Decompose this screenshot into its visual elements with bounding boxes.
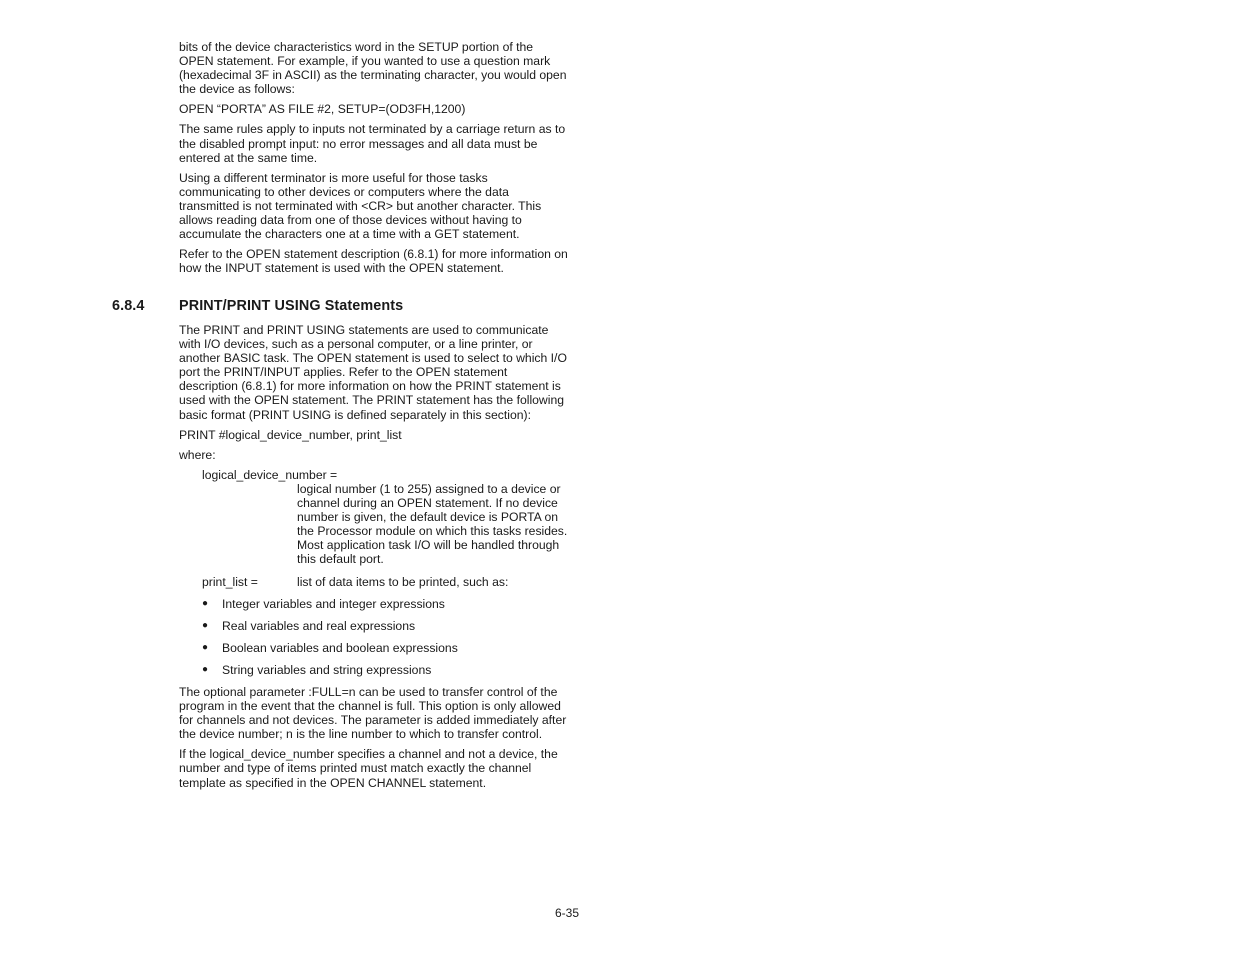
list-item: ● Boolean variables and boolean expressions (179, 641, 569, 655)
print-code-example: PRINT #logical_device_number, print_list (179, 427, 402, 442)
page-number: 6-35 (555, 906, 580, 920)
bullet-icon: ● (202, 597, 209, 609)
section-paragraph-2: The optional parameter :FULL=n can be used to transfer control of the program in the event that the channel is full. This option is only allowed for channels and not devices. The parameter is added immediately after the device number; n is the line number to which to transfer control. (179, 684, 567, 742)
section-number: 6.8.4 (112, 298, 145, 314)
intro-paragraph-1: bits of the device characteristics word in the SETUP portion of the OPEN statement. For example, if you wanted to use a question mark (hexadecimal 3F in ASCII) as the terminating character, you would open the device as follows: (179, 40, 567, 97)
section-title: PRINT/PRINT USING Statements (179, 298, 404, 314)
definition-term-print-list: print_list = (202, 574, 258, 589)
section-body (179, 323, 569, 796)
data-items-list (179, 597, 569, 677)
section-paragraph-1: The PRINT and PRINT USING statements are used to communicate with I/O devices, such as a personal computer, or a line printer, or another BASIC task. The OPEN statement is used to select to which I/O port the PRINT/INPUT applies. Refer to the OPEN statement description (6.8.1) for more information on how the PRINT statement is used with the OPEN statement. The PRINT statement has the following basic format (PRINT USING is defined separately in this section): (179, 323, 567, 422)
section-heading (112, 298, 403, 314)
where-label: where: (179, 447, 216, 462)
intro-text-block (179, 40, 569, 281)
definition-body-print-list: list of data items to be printed, such as: (297, 574, 509, 589)
intro-paragraph-4: Refer to the OPEN statement description (6.8.1) for more information on how the INPUT statement is used with the OPEN statement. (179, 247, 568, 276)
intro-paragraph-2: The same rules apply to inputs not terminated by a carriage return as to the disabled prompt input: no error messages and all data must be entered at the same time. (179, 122, 566, 165)
intro-paragraph-3: Using a different terminator is more useful for those tasks communicating to other devices or computers where the data transmitted is not terminated with <CR> but another character. This allows reading data from one of those devices without having to accumulate the characters one at a time with a GET statement. (179, 170, 542, 242)
list-item: ● String variables and string expressions (179, 663, 569, 677)
definition-term-logical-device: logical_device_number = (202, 467, 338, 482)
bullet-icon: ● (202, 663, 209, 675)
open-code-example: OPEN “PORTA” AS FILE #2, SETUP=(OD3FH,1200) (179, 102, 466, 117)
list-item: ● Real variables and real expressions (179, 619, 569, 633)
definition-print-list (202, 575, 569, 589)
bullet-icon: ● (202, 641, 209, 653)
section-paragraph-3: If the logical_device_number specifies a channel and not a device, the number and type of items printed must match exactly the channel template as specified in the OPEN CHANNEL statement. (179, 747, 558, 790)
definition-body-logical-device: logical number (1 to 255) assigned to a device or channel during an OPEN statement. If no device number is given, the default device is PORTA on the Processor module on which this tasks resides. Most application task I/O will be handled through this default port. (297, 481, 568, 567)
list-item: ● Integer variables and integer expressions (179, 597, 569, 611)
bullet-icon: ● (202, 619, 209, 631)
